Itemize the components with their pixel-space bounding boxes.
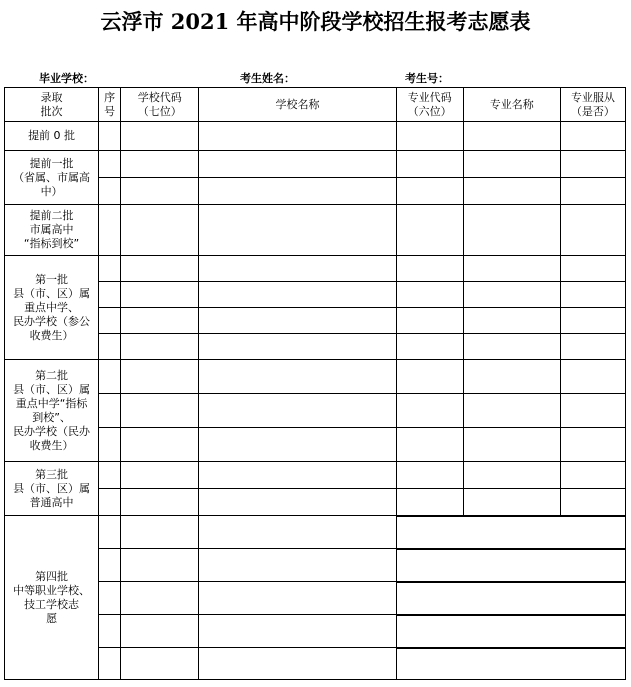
header-major-name: 专业名称: [463, 88, 560, 122]
table-row: [5, 462, 626, 489]
cell-seq[interactable]: [99, 334, 121, 360]
form-title: 云浮市 2021 年高中阶段学校招生报考志愿表: [100, 9, 531, 34]
table-row: [5, 516, 626, 549]
cell-seq[interactable]: [99, 256, 121, 282]
cell-seq[interactable]: [99, 549, 121, 582]
major-group: [396, 516, 625, 549]
cell-major-code[interactable]: [396, 308, 463, 334]
cell-school-code[interactable]: [121, 394, 199, 428]
cell-school-code[interactable]: [121, 178, 199, 205]
cell-seq[interactable]: [99, 178, 121, 205]
cell-school-code[interactable]: [121, 462, 199, 489]
cell-school-name[interactable]: [199, 394, 396, 428]
cell-school-code[interactable]: [121, 151, 199, 178]
cell-school-name[interactable]: [199, 151, 396, 178]
cell-school-name[interactable]: [199, 205, 396, 256]
cell-school-code[interactable]: [121, 648, 199, 680]
cell-obey[interactable]: [560, 462, 625, 489]
major-group: [396, 582, 625, 615]
cell-school-code[interactable]: [121, 122, 199, 151]
cell-school-code[interactable]: [121, 549, 199, 582]
cell-seq[interactable]: [99, 394, 121, 428]
cell-seq[interactable]: [99, 360, 121, 394]
cell-major-code[interactable]: [396, 489, 463, 516]
batch-label: 提前一批 （省属、市属高 中）: [5, 151, 99, 205]
cell-major-name[interactable]: [463, 394, 560, 428]
cell-obey[interactable]: [560, 334, 625, 360]
cell-major-code[interactable]: [396, 122, 463, 151]
cell-major-code[interactable]: [396, 256, 463, 282]
cell-major-code[interactable]: [396, 205, 463, 256]
header-obey: 专业服从 （是否）: [560, 88, 625, 122]
cell-school-name[interactable]: [199, 256, 396, 282]
cell-major-code[interactable]: [397, 583, 464, 584]
cell-school-name[interactable]: [199, 282, 396, 308]
header-row: [5, 88, 626, 122]
cell-school-name[interactable]: [199, 428, 396, 462]
cell-major-code[interactable]: [396, 428, 463, 462]
cell-school-code[interactable]: [121, 256, 199, 282]
table-row: [5, 256, 626, 282]
cell-major-name[interactable]: [463, 428, 560, 462]
cell-major-name[interactable]: [463, 462, 560, 489]
cell-major-code[interactable]: [396, 462, 463, 489]
cell-school-name[interactable]: [199, 178, 396, 205]
cell-seq[interactable]: [99, 516, 121, 549]
batch-label: 第三批 县（市、区）属 普通高中: [5, 462, 99, 516]
cell-major-code[interactable]: [396, 360, 463, 394]
cell-school-code[interactable]: [121, 615, 199, 648]
cell-school-name[interactable]: [199, 516, 396, 549]
cell-seq[interactable]: [99, 205, 121, 256]
cell-school-name[interactable]: [199, 462, 396, 489]
student-number-label: 考生号：: [405, 72, 449, 85]
major-group: [396, 648, 625, 680]
header-major-code: 专业代码 （六位）: [396, 88, 463, 122]
cell-major-name[interactable]: [463, 360, 560, 394]
cell-major-name[interactable]: [464, 550, 561, 551]
cell-seq[interactable]: [99, 122, 121, 151]
cell-obey[interactable]: [561, 583, 626, 584]
major-group: [396, 615, 625, 648]
student-name-label: 考生姓名：: [240, 72, 295, 85]
cell-major-name[interactable]: [464, 649, 561, 650]
cell-obey[interactable]: [560, 360, 625, 394]
cell-major-code[interactable]: [396, 334, 463, 360]
cell-school-name[interactable]: [199, 615, 396, 648]
batch-label: 提前二批 市属高中 “指标到校”: [5, 205, 99, 256]
cell-major-code[interactable]: [397, 649, 464, 650]
header-batch: 录取 批次: [5, 88, 99, 122]
cell-seq[interactable]: [99, 428, 121, 462]
cell-major-code[interactable]: [396, 282, 463, 308]
header-school-name: 学校名称: [199, 88, 396, 122]
cell-school-name[interactable]: [199, 489, 396, 516]
graduation-school-label: 毕业学校：: [39, 72, 94, 85]
cell-seq[interactable]: [99, 151, 121, 178]
cell-seq[interactable]: [99, 282, 121, 308]
cell-seq[interactable]: [99, 615, 121, 648]
cell-major-name[interactable]: [463, 334, 560, 360]
cell-school-name[interactable]: [199, 648, 396, 680]
cell-major-code[interactable]: [396, 394, 463, 428]
batch-label: 第二批 县（市、区）属 重点中学“指标 到校”、 民办学校（民办 收费生）: [5, 360, 99, 462]
cell-major-code[interactable]: [396, 178, 463, 205]
cell-obey[interactable]: [560, 308, 625, 334]
cell-seq[interactable]: [99, 308, 121, 334]
cell-school-code[interactable]: [121, 282, 199, 308]
header-seq: 序 号: [99, 88, 121, 122]
cell-school-name[interactable]: [199, 360, 396, 394]
cell-school-name[interactable]: [199, 549, 396, 582]
cell-school-code[interactable]: [121, 308, 199, 334]
cell-school-name[interactable]: [199, 122, 396, 151]
cell-obey[interactable]: [560, 282, 625, 308]
cell-school-code[interactable]: [121, 489, 199, 516]
cell-major-name[interactable]: [463, 282, 560, 308]
cell-major-name[interactable]: [464, 583, 561, 584]
cell-major-name[interactable]: [463, 122, 560, 151]
cell-seq[interactable]: [99, 648, 121, 680]
cell-major-name[interactable]: [463, 256, 560, 282]
cell-obey[interactable]: [560, 122, 625, 151]
cell-major-name[interactable]: [463, 205, 560, 256]
cell-major-name[interactable]: [464, 616, 561, 617]
cell-obey[interactable]: [561, 649, 626, 650]
major-group: [396, 549, 625, 582]
cell-major-name[interactable]: [463, 178, 560, 205]
table-row: [5, 205, 626, 256]
cell-major-code[interactable]: [397, 517, 464, 518]
cell-major-code[interactable]: [397, 550, 464, 551]
cell-seq[interactable]: [99, 462, 121, 489]
cell-obey[interactable]: [561, 550, 626, 551]
cell-obey[interactable]: [560, 151, 625, 178]
cell-obey[interactable]: [560, 428, 625, 462]
cell-major-name[interactable]: [463, 308, 560, 334]
table-row: [5, 151, 626, 178]
cell-seq[interactable]: [99, 582, 121, 615]
application-table: [4, 87, 626, 680]
cell-obey[interactable]: [561, 517, 626, 518]
batch-label: 第四批 中等职业学校、 技工学校志 愿: [5, 516, 99, 680]
header-school-code: 学校代码 （七位）: [121, 88, 199, 122]
cell-obey[interactable]: [560, 394, 625, 428]
cell-school-code[interactable]: [121, 205, 199, 256]
cell-school-code[interactable]: [121, 516, 199, 549]
cell-school-code[interactable]: [121, 334, 199, 360]
batch-label: 提前 0 批: [5, 122, 99, 151]
cell-school-code[interactable]: [121, 428, 199, 462]
cell-school-name[interactable]: [199, 308, 396, 334]
cell-major-code[interactable]: [396, 151, 463, 178]
table-row: [5, 360, 626, 394]
cell-school-name[interactable]: [199, 334, 396, 360]
cell-obey[interactable]: [560, 205, 625, 256]
cell-major-code[interactable]: [397, 616, 464, 617]
cell-school-name[interactable]: [199, 582, 396, 615]
cell-seq[interactable]: [99, 489, 121, 516]
cell-school-code[interactable]: [121, 360, 199, 394]
cell-major-name[interactable]: [464, 517, 561, 518]
cell-obey[interactable]: [560, 489, 625, 516]
cell-obey[interactable]: [560, 178, 625, 205]
table-row: [5, 122, 626, 151]
batch-label: 第一批 县（市、区）属 重点中学、 民办学校（参公 收费生）: [5, 256, 99, 360]
cell-major-name[interactable]: [463, 151, 560, 178]
cell-school-code[interactable]: [121, 582, 199, 615]
cell-major-name[interactable]: [463, 489, 560, 516]
cell-obey[interactable]: [560, 256, 625, 282]
cell-obey[interactable]: [561, 616, 626, 617]
